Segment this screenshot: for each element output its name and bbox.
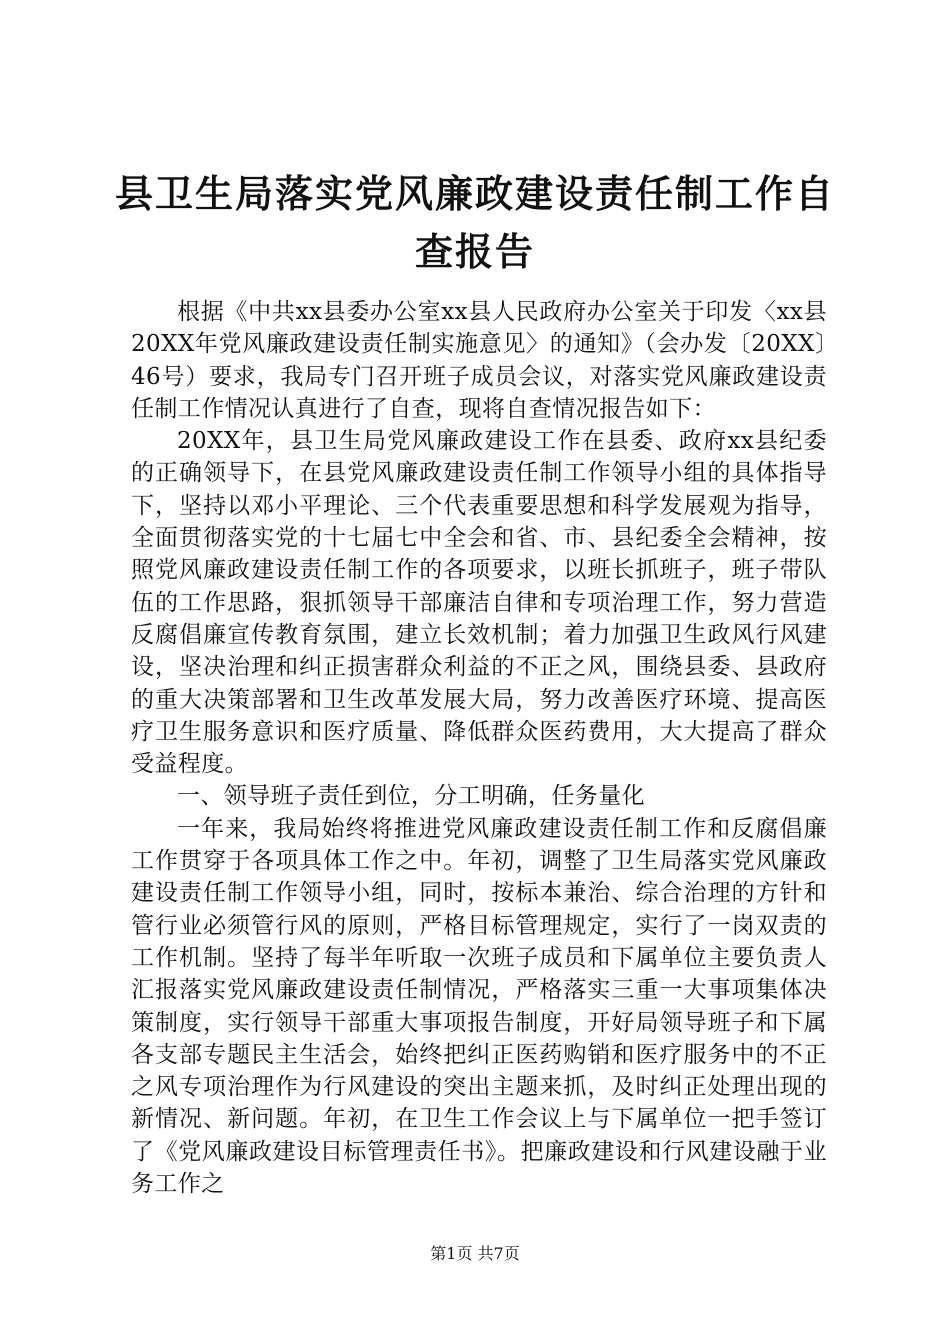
section-heading-1: 一、领导班子责任到位，分工明确，任务量化 <box>177 783 645 810</box>
intro-paragraph: 根据《中共xx县委办公室xx县人民政府办公室关于印发〈xx县20XX年党风廉政建设责任制实施意见〉的通知》（会办发〔20XX〕46号）要求，我局专门召开班子成员会议，对落实党风廉政建设责任制工作情况认真进行了自查，现将自查情况报告如下： <box>131 299 827 422</box>
overview-paragraph: 20XX年，县卫生局党风廉政建设工作在县委、政府xx县纪委的正确领导下，在县党风廉政建设责任制工作领导小组的具体指导下，坚持以邓小平理论、三个代表重要思想和科学发展观为指导，全面贯彻落实党的十七届七中全会和省、市、县纪委全会精神，按照党风廉政建设责任制工作的各项要求，以班长抓班子，班子带队伍的工作思路，狠抓领导干部廉洁自律和专项治理工作，努力营造反腐倡廉宣传教育氛围，建立长效机制；着力加强卫生政风行风建设，坚决治理和纠正损害群众利益的不正之风，围绕县委、县政府的重大决策部署和卫生改革发展大局，努力改善医疗环境、提高医疗卫生服务意识和医疗质量、降低群众医药费用，大大提高了群众受益程度。 <box>131 428 827 778</box>
section-1-paragraph: 一年来，我局始终将推进党风廉政建设责任制工作和反腐倡廉工作贯穿于各项具体工作之中。年初，调整了卫生局落实党风廉政建设责任制工作领导小组，同时，按标本兼治、综合治理的方针和管行业必须管行风的原则，严格目标管理规定，实行了一岗双责的工作机制。坚持了每半年听取一次班子成员和下属单位主要负责人汇报落实党风廉政建设责任制情况，严格落实三重一大事项集体决策制度，实行领导干部重大事项报告制度，开好局领导班子和下属各支部专题民主生活会，始终把纠正医药购销和医疗服务中的不正之风专项治理作为行风建设的突出主题来抓，及时纠正处理出现的新情况、新问题。年初，在卫生工作会议上与下属单位一把手签订了《党风廉政建设目标管理责任书》。把廉政建设和行风建设融于业务工作之 <box>131 815 827 1198</box>
page-number-footer: 第1页 共7页 <box>430 1244 520 1263</box>
document-title: 县卫生局落实党风廉政建设责任制工作自查报告 <box>114 172 835 274</box>
document-body <box>131 296 827 1200</box>
